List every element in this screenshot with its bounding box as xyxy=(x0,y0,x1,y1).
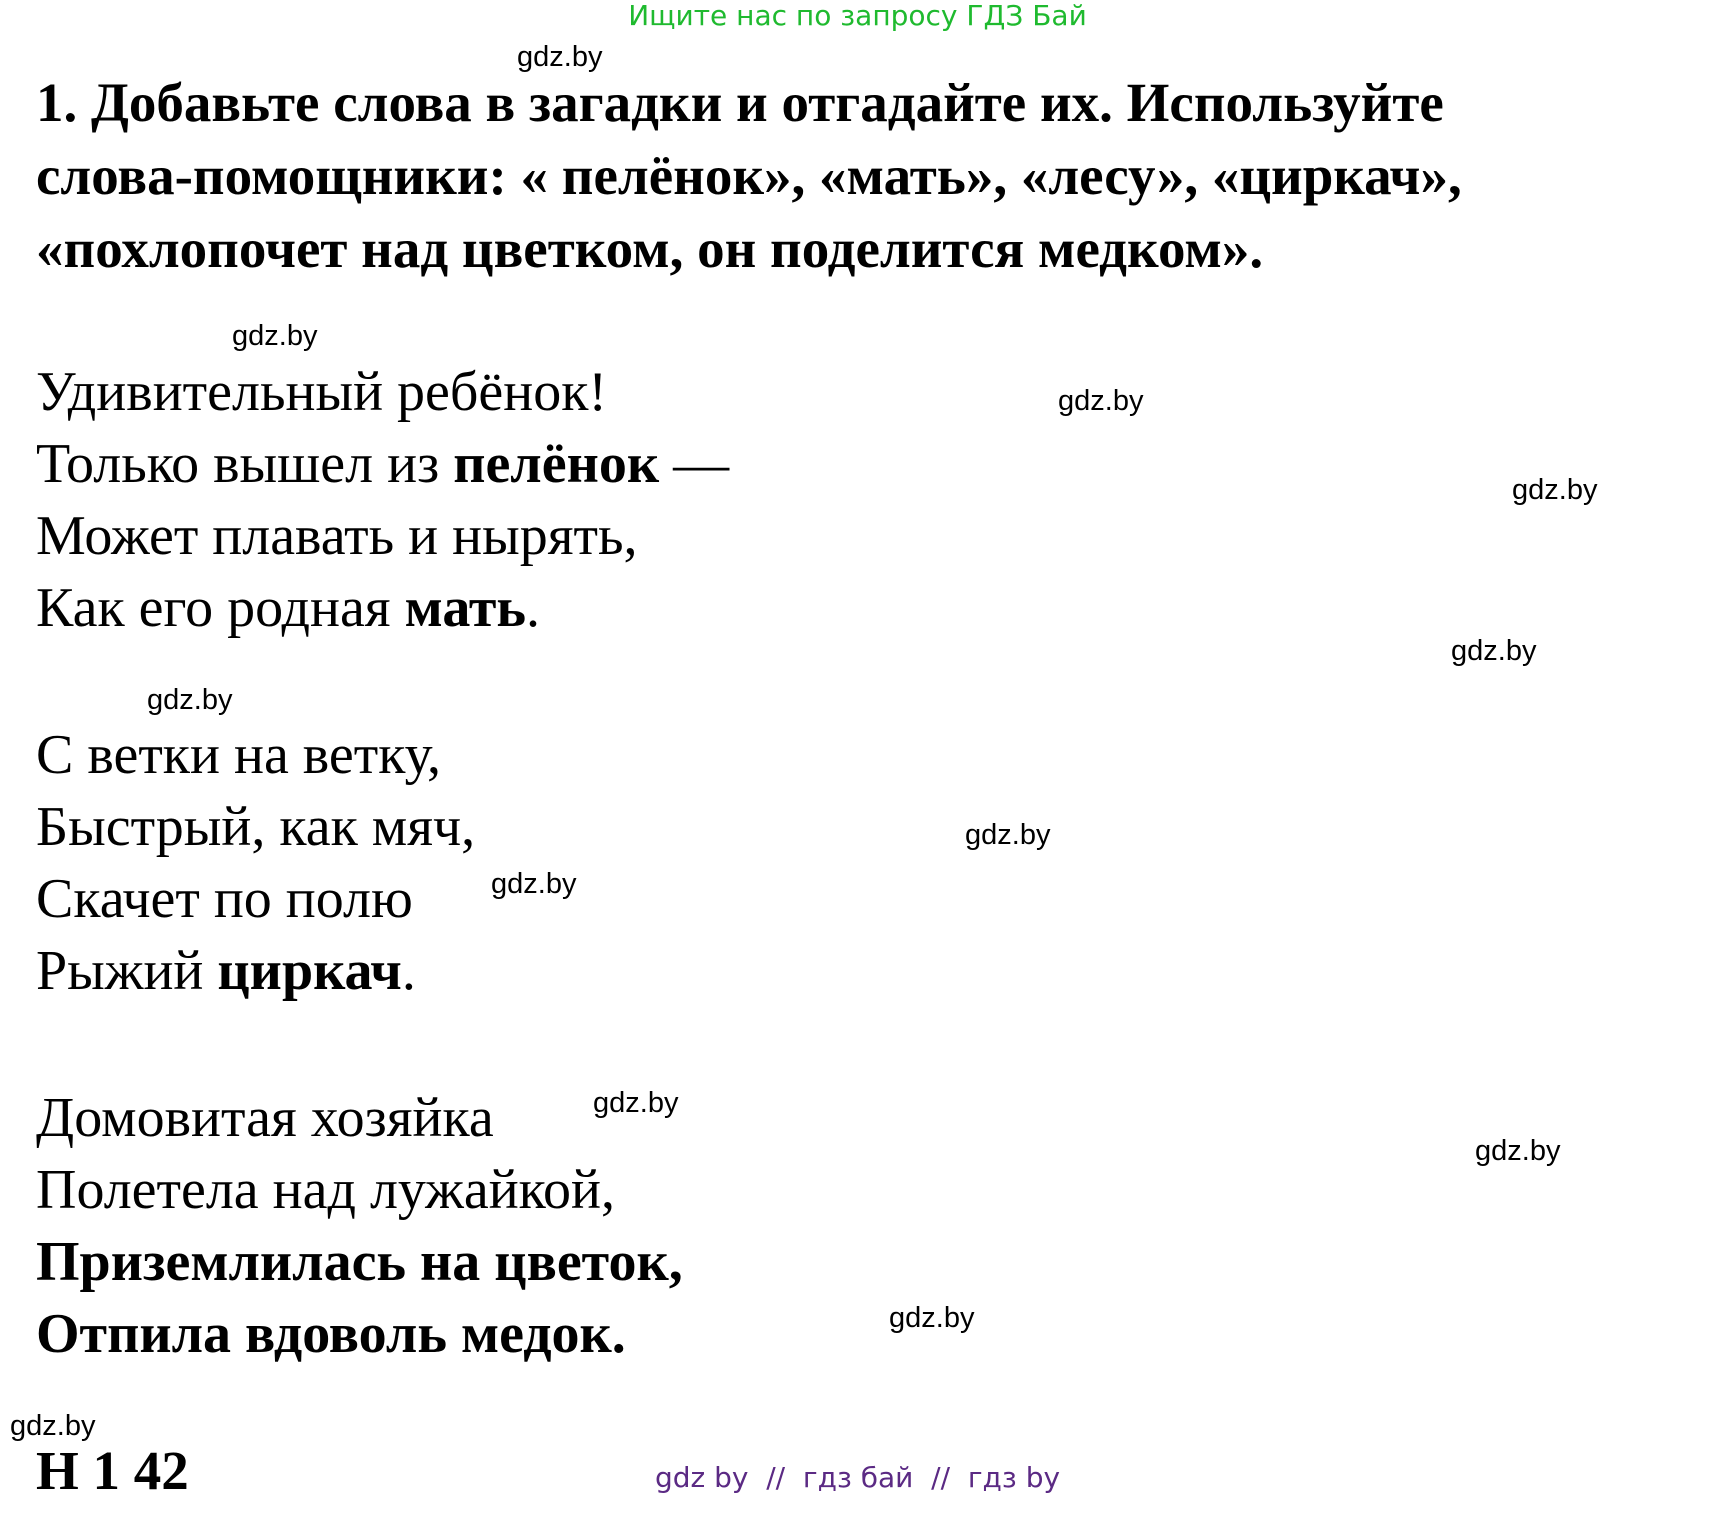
task-line-1: 1. Добавьте слова в загадки и отгадайте их. Используйте xyxy=(36,72,1444,133)
watermark: gdz.by xyxy=(1512,474,1598,506)
watermark: gdz.by xyxy=(10,1410,96,1442)
watermark: gdz.by xyxy=(593,1087,679,1119)
riddle-2-line-1: С ветки на ветку, xyxy=(36,724,442,786)
riddle-2-line-2: Быстрый, как мяч, xyxy=(36,796,476,858)
answer-word: мать xyxy=(404,577,527,639)
footer-links: gdz by // гдз бай // гдз by xyxy=(654,1461,1061,1494)
riddle-3 xyxy=(36,1082,683,1370)
riddle-1-line-2: Только вышел из пелёнок — xyxy=(36,433,730,495)
riddle-2 xyxy=(36,719,475,1007)
riddle-3-line-2: Полетела над лужайкой, xyxy=(36,1159,616,1221)
watermark: gdz.by xyxy=(1058,385,1144,417)
task-heading xyxy=(36,66,1696,285)
answer-word: пелёнок xyxy=(453,433,660,495)
riddle-1-line-4: Как его родная мать. xyxy=(36,577,541,639)
riddle-3-line-3: Приземлилась на цветок, xyxy=(36,1231,683,1293)
riddle-3-line-4: Отпила вдоволь медок. xyxy=(36,1303,626,1365)
task-line-3: «похлопочет над цветком, он поделится медком». xyxy=(36,218,1264,279)
riddle-3-line-1: Домовитая хозяйка xyxy=(36,1087,494,1149)
riddle-2-line-4: Рыжий циркач. xyxy=(36,940,416,1002)
riddle-1 xyxy=(36,356,729,644)
watermark: gdz.by xyxy=(147,684,233,716)
cutoff-heading: Н 1 42 xyxy=(36,1440,189,1501)
riddle-2-line-3: Скачет по полю xyxy=(36,868,413,930)
watermark: gdz.by xyxy=(232,320,318,352)
watermark: gdz.by xyxy=(517,41,603,73)
answer-word: циркач xyxy=(217,940,402,1002)
watermark: gdz.by xyxy=(889,1302,975,1334)
watermark: gdz.by xyxy=(491,868,577,900)
watermark: gdz.by xyxy=(965,819,1051,851)
watermark: gdz.by xyxy=(1451,635,1537,667)
task-line-2: слова-помощники: « пелёнок», «мать», «лесу», «циркач», xyxy=(36,145,1462,206)
riddle-1-line-3: Может плавать и нырять, xyxy=(36,505,638,567)
riddle-1-line-1: Удивительный ребёнок! xyxy=(36,361,608,423)
search-banner: Ищите нас по запросу ГДЗ Бай xyxy=(628,0,1087,32)
watermark: gdz.by xyxy=(1475,1135,1561,1167)
